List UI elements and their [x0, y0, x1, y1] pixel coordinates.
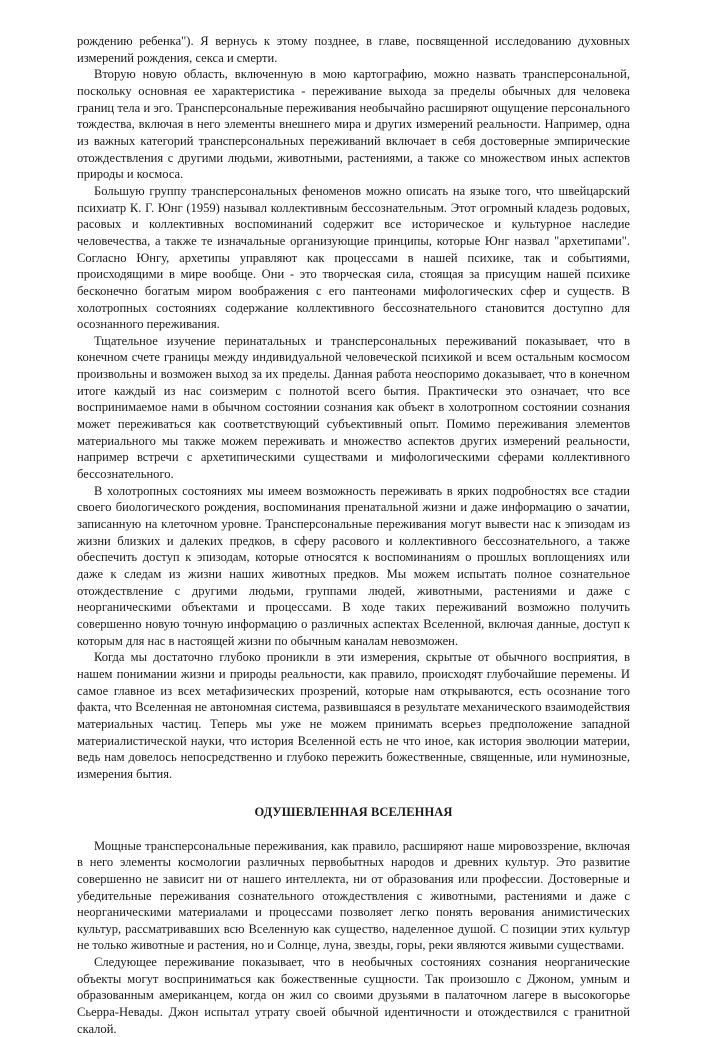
paragraph-metaphysical-insights: Когда мы достаточно глубоко проникли в эти измерения, скрытые от обычного восприятия, в нашем понимании жизни и природы реальности, как правило, происходят глубочайшие перемены. И самое главное из всех метафизических прозрений, которые нам открываются, есть осознание того факта, что Вселенная не автономная система, развившаяся в результате механического взаимодействия материальных частиц. Теперь мы уже не можем принимать всерьез предположение западной материалистической науки, что история Вселенной есть не что иное, как история эволюции материи, ведь нам довелось непосредственно и глубоко пережить божественные, священные, или нуминозные, измерения бытия. [77, 650, 630, 781]
paragraph-continued: рождению ребенка"). Я вернусь к этому позднее, в главе, посвященной исследованию духовных измерений рождения, секса и смерти. [77, 34, 630, 65]
paragraph-inorganic-objects: Следующее переживание показывает, что в необычных состояниях сознания неорганические объекты могут восприниматься как божественные сущности. Так произошло с Джоном, умным и образованным американцем, когда он жил со своими друзьями в палаточном лагере в высокогорье Сьерра-Невады. Джон испытал утрату своей обычной идентичности и отождествился с гранитной скалой. [77, 955, 630, 1036]
paragraph-transpersonal-area: Вторую новую область, включенную в мою картографию, можно назвать трансперсональной, поскольку основная ее характеристика - переживание выхода за пределы обычных для человека границ тела и эго. Трансперсональные переживания необычайно расширяют ощущение персонального тождества, включая в него элементы внешнего мира и других измерений реальности. Например, одна из важных категорий трансперсональных переживаний включает в себя достоверные эмпирические отождествления с другими людьми, животными, растениями, а также со множеством иных аспектов природы и космоса. [77, 67, 630, 182]
paragraph-holotropic-states: В холотропных состояниях мы имеем возможность переживать в ярких подробностях все стадии своего биологического рождения, воспоминания пренатальной жизни и даже информацию о зачатии, записанную на клеточном уровне. Трансперсональные переживания могут вывести нас к эпизодам из жизни близких и далеких предков, в сферу расового и коллективного бессознательного, а также обеспечить доступ к эпизодам, которые относятся к воспоминаниям о прошлых воплощениях или даже к следам из жизни наших животных предков. Мы можем испытать полное сознательное отождествление с другими людьми, группами людей, животными, растениями и даже с неорганическими объектами и процессами. В ходе таких переживаний возможно получить совершенно новую точную информацию о различных аспектах Вселенной, включая данные, доступ к которым для нас в настоящей жизни по обычным каналам невозможен. [77, 483, 630, 648]
paragraph-boundaries: Тщательное изучение перинатальных и трансперсональных переживаний показывает, что в конечном счете границы между индивидуальной человеческой психикой и всем остальным космосом произвольны и возможен выход за их пределы. Данная работа неоспоримо доказывает, что в конечном итоге каждый из нас соизмерим с полнотой всего бытия. Практически это означает, что все воспринимаемое нами в обычном состоянии сознания как объект в холотропном состоянии сознания может переживаться как соответствующий субъективный опыт. Помимо переживания элементов материального мы также можем переживать и множество аспектов других измерений реальности, например встречи с архетипическими существами и мифологическими сферами коллективного бессознательного. [77, 333, 630, 482]
paragraph-animistic-cosmology: Мощные трансперсональные переживания, как правило, расширяют наше мировоззрение, включая в него элементы космологии различных первобытных народов и древних культур. Это развитие совершенно не зависит ни от нашего интеллекта, ни от образования или профессии. Достоверные и убедительные переживания сознательного отождествления с животными, растениями и даже с неорганическими материалами и процессами позволяет легко понять верования анимистических культур, рассматривавших всю Вселенную как существо, наделенное душой. С позиции этих культур не только животные и растения, но и Солнце, луна, звезды, горы, реки являются живыми существами. [77, 838, 630, 953]
paragraph-collective-unconscious: Большую группу трансперсональных феноменов можно описать на языке того, что швейцарский психиатр К. Г. Юнг (1959) называл коллективным бессознательным. Этот огромный кладезь родовых, расовых и коллективных воспоминаний содержит все историческое и культурное наследие человечества, а также те изначальные организующие принципы, которые Юнг назвал "архетипами". Согласно Юнгу, архетипы управляют как процессами в нашей психике, так и событиями, происходящими в мире вообще. Они - это творческая сила, стоящая за присущим нашей психике бесконечно богатым миром воображения с его пантеонами мифологических сфер и существ. В холотропных состояниях содержание коллективного бессознательного становится доступно для осознанного переживания. [77, 183, 630, 332]
document-page [77, 33, 630, 1037]
section-heading: ОДУШЕВЛЕННАЯ ВСЕЛЕННАЯ [254, 804, 453, 819]
